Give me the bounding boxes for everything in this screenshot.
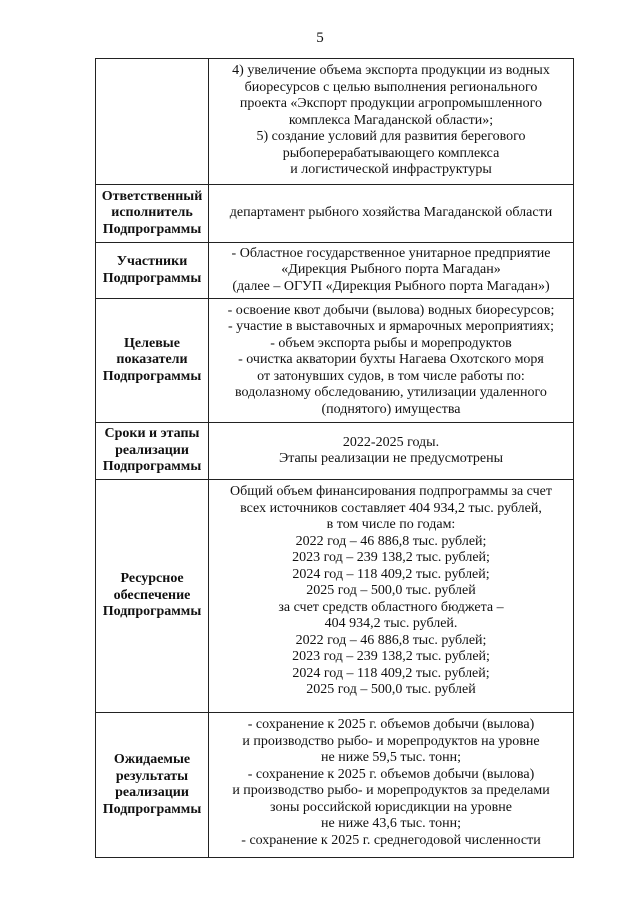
row-label-cell xyxy=(96,423,209,480)
row-label-line: Подпрограммы xyxy=(102,459,202,475)
row-content-line: комплекса Магаданской области»; xyxy=(288,112,494,128)
row-label-line: Подпрограммы xyxy=(102,604,202,620)
subprogram-passport-table xyxy=(95,58,574,858)
row-label-line: Подпрограммы xyxy=(102,221,202,237)
row-label-line: Ресурсное xyxy=(120,571,184,587)
row-content-line: водолазному обследованию, утилизации удаленного xyxy=(235,385,547,401)
row-label-line: обеспечение xyxy=(113,587,191,603)
row-content-line: 2024 год – 118 409,2 тыс. рублей; xyxy=(292,665,490,681)
page-number: 5 xyxy=(316,30,324,46)
row-content-cell xyxy=(209,713,574,858)
row-content-line: - освоение квот добычи (вылова) водных биоресурсов; xyxy=(227,302,555,318)
row-content-line: департамент рыбного хозяйства Магаданской области xyxy=(229,205,553,221)
row-content-line: Этапы реализации не предусмотрены xyxy=(278,451,504,466)
row-content-line: 2025 год – 500,0 тыс. рублей xyxy=(306,682,476,697)
row-label-line: Участники xyxy=(116,254,188,269)
row-label-line: Подпрограммы xyxy=(102,270,202,286)
row-content-line: «Дирекция Рыбного порта Магадан» xyxy=(281,262,501,278)
row-content-line: - сохранение к 2025 г. объемов добычи (вылова) xyxy=(247,766,535,782)
row-content-line: 5) создание условий для развития берегового xyxy=(256,129,526,144)
row-label-cell xyxy=(96,185,209,243)
row-content-line: не ниже 43,6 тыс. тонн; xyxy=(321,816,461,831)
row-label-line: Подпрограммы xyxy=(102,368,202,384)
row-label-line: показатели xyxy=(116,352,188,368)
row-label-line: реализации xyxy=(115,785,189,800)
row-content-cell xyxy=(209,480,574,713)
row-content-line: - объем экспорта рыбы и морепродуктов xyxy=(270,335,512,351)
table-row xyxy=(96,480,574,713)
row-content-cell xyxy=(209,59,574,185)
row-content-line: - очистка акватории бухты Нагаева Охотского моря xyxy=(238,352,544,368)
row-content-line: рыбоперерабатывающего комплекса xyxy=(282,145,500,161)
row-content-line: биоресурсов с целью выполнения регионального xyxy=(244,79,538,95)
row-content-line: 2022 год – 46 886,8 тыс. рублей; xyxy=(295,632,487,648)
row-content-line: всех источников составляет 404 934,2 тыс. рублей, xyxy=(240,500,542,516)
row-content-line: 2023 год – 239 138,2 тыс. рублей; xyxy=(292,649,490,664)
row-content-line: - Областное государственное унитарное предприятие xyxy=(231,245,551,261)
row-label-cell xyxy=(96,480,209,713)
table-row xyxy=(96,243,574,299)
row-label-cell xyxy=(96,243,209,299)
row-label-line: Ожидаемые xyxy=(113,752,191,767)
row-label-cell xyxy=(96,299,209,423)
row-label-cell xyxy=(96,713,209,858)
row-label-line: реализации xyxy=(115,442,189,458)
row-content-cell xyxy=(209,299,574,423)
row-content-line: и производство рыбо- и морепродуктов за пределами xyxy=(232,783,550,798)
row-content-cell xyxy=(209,423,574,480)
row-content-line: 2022-2025 годы. xyxy=(342,434,440,450)
row-content-line: 2022 год – 46 886,8 тыс. рублей; xyxy=(295,533,487,549)
row-content-cell xyxy=(209,185,574,243)
row-content-line: за счет средств областного бюджета – xyxy=(278,599,504,615)
row-label-line: результаты xyxy=(115,768,189,784)
row-label-line: исполнитель xyxy=(111,205,193,221)
table-row xyxy=(96,423,574,480)
row-content-line: в том числе по годам: xyxy=(326,517,456,532)
row-content-line: и логистической инфраструктуры xyxy=(290,162,492,177)
row-content-line: 2023 год – 239 138,2 тыс. рублей; xyxy=(292,550,490,565)
row-content-line: зоны российской юрисдикции на уровне xyxy=(270,799,512,815)
row-label-line: Сроки и этапы xyxy=(104,426,200,442)
table-row xyxy=(96,185,574,243)
row-content-line: и производство рыбо- и морепродуктов на уровне xyxy=(242,733,540,749)
row-label-cell xyxy=(96,59,209,185)
table-row xyxy=(96,59,574,185)
row-label-line: Ответственный xyxy=(101,188,203,204)
table-body xyxy=(96,59,574,858)
row-content-line: - сохранение к 2025 г. объемов добычи (вылова) xyxy=(247,717,535,732)
row-label-line: Целевые xyxy=(124,335,180,351)
row-content-line: проекта «Экспорт продукции агропромышленного xyxy=(239,96,543,111)
row-content-line: не ниже 59,5 тыс. тонн; xyxy=(321,750,461,765)
row-content-line: Общий объем финансирования подпрограммы за счет xyxy=(230,484,552,499)
row-content-line: - сохранение к 2025 г. среднегодовой численности xyxy=(241,832,541,848)
row-content-cell xyxy=(209,243,574,299)
row-content-line: 2024 год – 118 409,2 тыс. рублей; xyxy=(292,566,490,582)
table-row xyxy=(96,713,574,858)
table-row xyxy=(96,299,574,423)
row-content-line: 2025 год – 500,0 тыс. рублей xyxy=(306,583,476,598)
row-content-line: 404 934,2 тыс. рублей. xyxy=(324,616,458,631)
row-label-line: Подпрограммы xyxy=(102,801,202,817)
row-content-line: (поднятого) имущества xyxy=(321,401,461,417)
row-content-line: (далее – ОГУП «Дирекция Рыбного порта Магадан») xyxy=(232,278,550,294)
row-content-line: 4) увеличение объема экспорта продукции из водных xyxy=(232,63,550,78)
row-content-line: - участие в выставочных и ярмарочных мероприятиях; xyxy=(227,319,555,335)
row-content-line: от затонувших судов, в том числе работы по: xyxy=(257,368,525,384)
